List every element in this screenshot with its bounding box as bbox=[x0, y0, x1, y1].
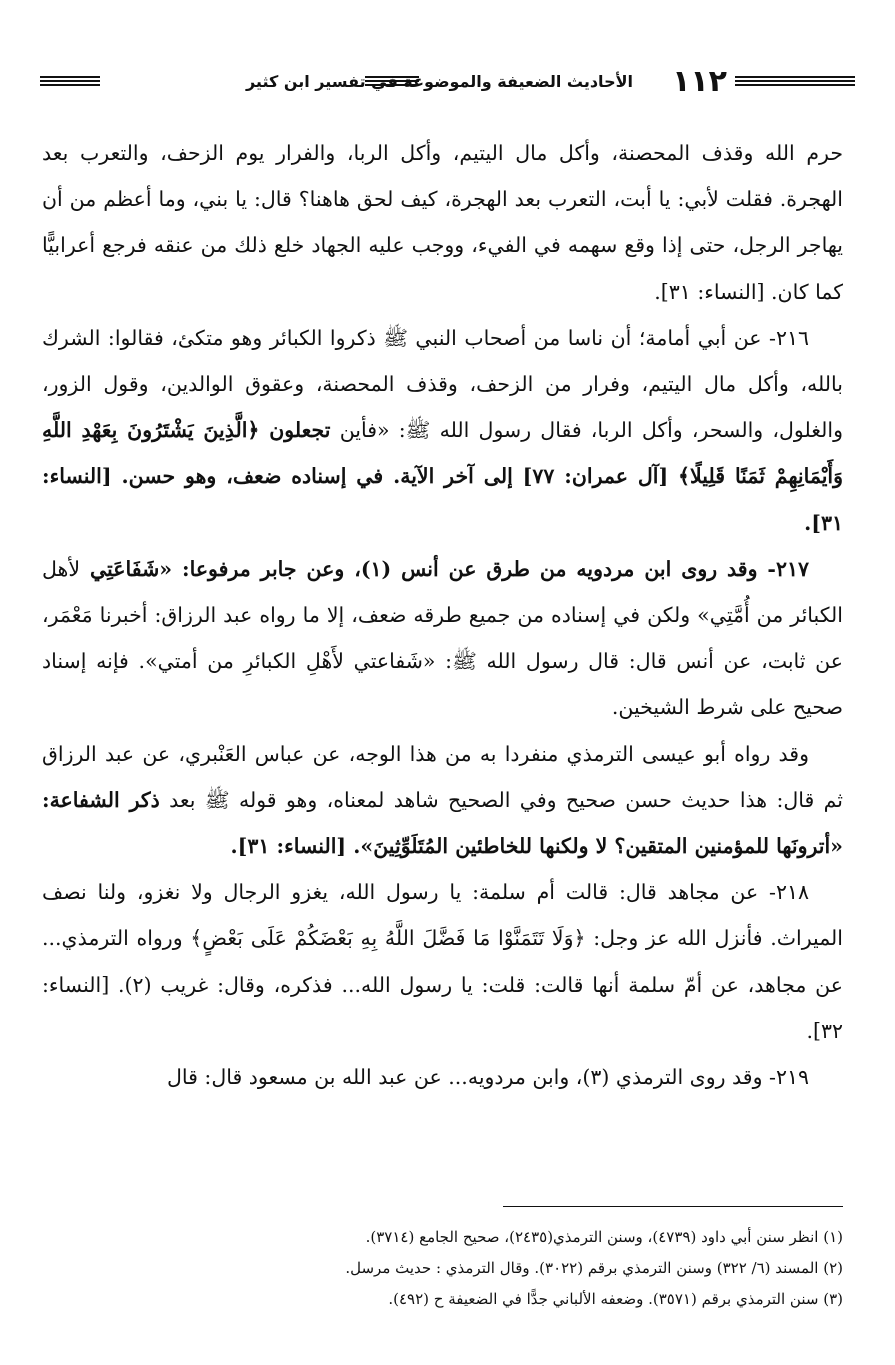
text-line: بَعْضٍ﴾ ورواه الترمذي... عن مجاهد، عن أمّ سلمة أنها قالت: قلت: يا رسول الله... bbox=[42, 926, 843, 997]
paragraph-219 bbox=[42, 1054, 843, 1100]
text-line: فذكره، وقال: غريب (٢). [النساء: ٣٢]. bbox=[42, 972, 843, 1043]
text-line: أمتي». فإنه إسناد صحيح على شرط الشيخين. bbox=[42, 649, 843, 720]
text-line: والتعرب بعد الهجرة. فقلت لأبي: يا أبت، التعرب بعد الهجرة، كيف لحق هاهنا؟ bbox=[42, 141, 843, 212]
text-line: لأهل الكبائر من أُمَّتِي» ولكن في إسناده من جميع طرقه ضعف، إلا ما رواه عبد الرزاق: bbox=[42, 556, 843, 628]
header-rule-right bbox=[735, 76, 855, 84]
text-line: وقد رواه أبو عيسى الترمذي منفردا به من هذا الوجه، عن عباس العَنْبري، عن عبد bbox=[96, 741, 809, 766]
main-text bbox=[42, 130, 843, 1100]
text-line: الرزاق ثم قال: هذا حديث حسن صحيح وفي الصحيح شاهد لمعناه، وهو قوله ﷺ بعد bbox=[42, 741, 843, 812]
page-number: ١١٢ bbox=[672, 64, 727, 99]
footnote-2: (٢) المسند (٦/ ٣٢٢) وسنن الترمذي برقم (٣٠٢٢). وقال الترمذي : حديث مرسل. bbox=[345, 1259, 843, 1277]
paragraph-218 bbox=[42, 869, 843, 1054]
text-line: ٢١٨- عن مجاهد قال: قالت أم سلمة: يا رسول الله، يغزو الرجال ولا نغزو، bbox=[126, 880, 809, 905]
paragraph-217 bbox=[42, 546, 843, 731]
footnote-3: (٣) سنن الترمذي برقم (٣٥٧١). وضعفه الألباني جدًّا في الضعيفة ح (٤٩٢). bbox=[388, 1290, 843, 1308]
text-line: ٢١٧- وقد روى ابن مردويه من طرق عن أنس (١)، وعن جابر مرفوعا: «شَفَاعَتِي bbox=[80, 556, 809, 581]
paragraph-continuation bbox=[42, 130, 843, 315]
text-line: عليه الجهاد خلع ذلك من عنقه فرجع أعرابيًّا كما كان. [النساء: ٣١]. bbox=[42, 233, 843, 304]
footnote-1: (١) انظر سنن أبي داود (٤٧٣٩)، وسنن الترمذي(٢٤٣٥)، صحيح الجامع (٣٧١٤). bbox=[365, 1228, 843, 1246]
text-line: ٢١٩- وقد روى الترمذي (٣)، وابن مردويه... عن عبد الله بن مسعود قال: قال bbox=[166, 1065, 809, 1090]
text-line: إسناده ضعف، وهو حسن. [النساء: ٣١]. bbox=[42, 464, 843, 535]
text-line: ولنا نصف الميراث. فأنزل الله عز وجل: ﴿وَلَا تَتَمَنَّوْا مَا فَضَّلَ اللَّهُ بِهِ بَعْضَكُمْ عَلَى bbox=[42, 880, 843, 951]
text-line: تجعلون ﴿الَّذِينَ يَشْتَرُونَ بِعَهْدِ اللَّهِ وَأَيْمَانِهِمْ ثَمَنًا قَلِيلًا﴾ [آل عمران: ٧٧] إلى آخر الآية. في bbox=[42, 418, 844, 489]
header-rule-left bbox=[40, 76, 100, 84]
footnote-separator bbox=[503, 1206, 843, 1207]
running-title: الأحاديث الضعيفة والموضوعة في تفسير ابن كثير bbox=[245, 72, 633, 91]
text-line: أخبرنا مَعْمَر، عن ثابت، عن أنس قال: قال رسول الله ﷺ: «شَفاعتي لأَهْلِ الكبائرِ من bbox=[42, 603, 843, 674]
running-header bbox=[40, 62, 855, 112]
text-line: ٢١٦- عن أبي أمامة؛ أن ناسا من أصحاب النبي ﷺ ذكروا الكبائر وهو متكئ، bbox=[163, 325, 809, 350]
paragraph-tirmidhi bbox=[42, 731, 843, 870]
text-line: ذكر الشفاعة: «أترونَها للمؤمنين المتقين؟ لا ولكنها للخاطئين المُتَلَوِّثِينَ». [النساء: ٣١]. bbox=[42, 787, 843, 859]
text-line: قال: يا بني، وما أعظم من أن يهاجر الرجل، حتى إذا وقع سهمه في الفيء، ووجب bbox=[42, 187, 843, 258]
paragraph-216 bbox=[42, 315, 843, 546]
footnotes bbox=[42, 1222, 843, 1315]
text-line: فقالوا: الشرك بالله، وأكل مال اليتيم، وفرار من الزحف، وقذف المحصنة، وعقوق bbox=[42, 325, 844, 397]
text-line: الوالدين، وقول الزور، والغلول، والسحر، وأكل الربا، فقال رسول الله ﷺ: «فأين bbox=[42, 372, 843, 443]
text-line: حرم الله وقذف المحصنة، وأكل مال اليتيم، وأكل الربا، والفرار يوم الزحف، bbox=[148, 141, 843, 165]
